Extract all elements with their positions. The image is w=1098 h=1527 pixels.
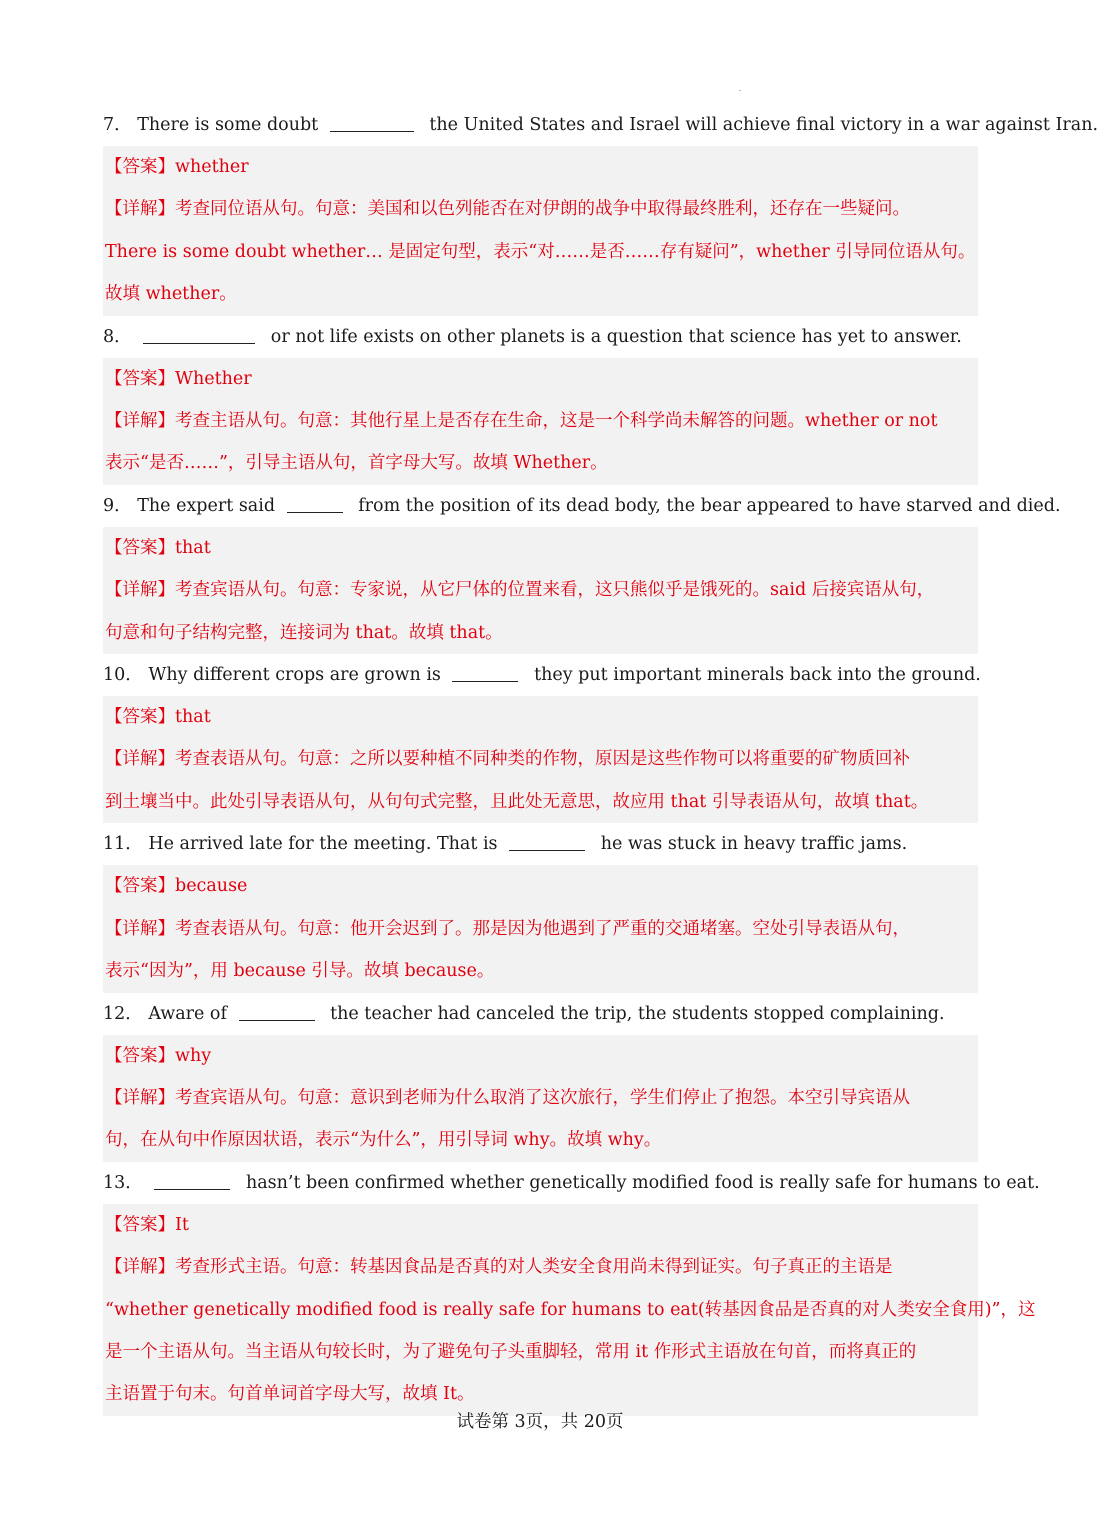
- detail-line: [105, 1077, 976, 1119]
- answer-line: [105, 696, 976, 738]
- question-item: [103, 654, 981, 823]
- question-stem: [103, 316, 978, 358]
- answer-blank: [143, 321, 255, 344]
- answer-blank: [330, 109, 414, 132]
- answer-text: why: [175, 1045, 212, 1066]
- detail-line: 主语置于句末。句首单词首字母大写，故填 It。: [105, 1384, 475, 1405]
- page-footer: 试卷第 3页，共 20页: [456, 1412, 624, 1432]
- question-text-before: There is some doubt: [137, 115, 319, 135]
- detail-line: 是一个主语从句。当主语从句较长时，为了避免句子头重脚轻，常用 it 作形式主语放在句首，而将真正的: [105, 1341, 917, 1362]
- answer-text: It: [175, 1214, 189, 1235]
- page-mark: [739, 90, 741, 91]
- detail-text: 考查宾语从句。句意：意识到老师为什么取消了这次旅行，学生们停止了抱怨。本空引导宾语从: [175, 1087, 910, 1108]
- question-number: 12．: [103, 1003, 143, 1024]
- detail-line: 故填 whether。: [105, 284, 237, 305]
- question-text-after: the United States and Israel will achieve final victory in a war against Iran.: [429, 115, 1098, 135]
- question-text-before: Why different crops are grown is: [148, 665, 441, 686]
- question-number: 13．: [103, 1172, 143, 1193]
- detail-tag: 【详解】: [105, 1257, 175, 1278]
- question-item: [103, 316, 978, 485]
- detail-text: 考查主语从句。句意：其他行星上是否存在生命，这是一个科学尚未解答的问题。whether or not: [175, 411, 938, 432]
- detail-line: “whether genetically modified food is really safe for humans to eat(转基因食品是否真的对人类安全食用)”，这: [105, 1299, 1036, 1320]
- question-stem: [103, 993, 978, 1035]
- detail-line: 句，在从句中作原因状语，表示“为什么”，用引导词 why。故填 why。: [105, 1130, 662, 1151]
- answer-tag: 【答案】: [105, 368, 175, 389]
- answer-text: that: [175, 537, 211, 558]
- answer-tag: 【答案】: [105, 1045, 175, 1066]
- question-number: 9．: [103, 495, 132, 516]
- answer-line: [105, 146, 976, 188]
- question-text-before: The expert said: [137, 495, 276, 516]
- answer-line: [105, 865, 976, 907]
- detail-line: There is some doubt whether… 是固定句型，表示“对……是否……存有疑问”，whether 引导同位语从句。: [105, 241, 976, 262]
- answer-blank: [509, 828, 585, 851]
- question-item: [103, 104, 1098, 316]
- answer-tag: 【答案】: [105, 876, 175, 897]
- detail-tag: 【详解】: [105, 749, 175, 770]
- answer-blank: [287, 490, 343, 513]
- question-text-before: Aware of: [148, 1003, 227, 1024]
- question-text-after: the teacher had canceled the trip, the students stopped complaining.: [330, 1003, 945, 1024]
- answer-text: because: [175, 876, 248, 897]
- question-number: 8．: [103, 326, 132, 347]
- answer-line: [105, 358, 976, 400]
- question-item: [103, 823, 978, 992]
- question-list: [103, 104, 1098, 1416]
- detail-line: [105, 1246, 976, 1288]
- detail-text: 考查表语从句。句意：他开会迟到了。那是因为他遇到了严重的交通堵塞。空处引导表语从句，: [175, 918, 910, 939]
- question-item: [103, 1162, 1040, 1416]
- question-item: [103, 993, 978, 1162]
- question-text-after: hasn’t been confirmed whether genetically modified food is really safe for humans to eat.: [245, 1172, 1040, 1193]
- question-stem: [103, 654, 981, 696]
- answer-box: [103, 1204, 1036, 1416]
- answer-box: [103, 527, 978, 654]
- detail-text: 考查同位语从句。句意：美国和以色列能否在对伊朗的战争中取得最终胜利，还存在一些疑问。: [175, 199, 910, 220]
- answer-blank: [452, 659, 518, 682]
- detail-line: [105, 738, 976, 780]
- question-number: 11．: [103, 834, 143, 855]
- detail-line: [105, 908, 976, 950]
- detail-line: 表示“因为”，用 because 引导。故填 because。: [105, 961, 495, 982]
- answer-tag: 【答案】: [105, 1214, 175, 1235]
- detail-tag: 【详解】: [105, 918, 175, 939]
- detail-text: 考查宾语从句。句意：专家说，从它尸体的位置来看，这只熊似乎是饿死的。said 后接宾语从句，: [175, 580, 935, 601]
- detail-text: 考查形式主语。句意：转基因食品是否真的对人类安全食用尚未得到证实。句子真正的主语是: [175, 1257, 893, 1278]
- answer-tag: 【答案】: [105, 707, 175, 728]
- question-stem: [103, 104, 1098, 146]
- answer-box: [103, 146, 978, 316]
- detail-line: [105, 569, 976, 611]
- answer-box: [103, 865, 978, 992]
- question-stem: [103, 823, 978, 865]
- answer-line: [105, 1035, 976, 1077]
- question-number: 10．: [103, 665, 143, 686]
- question-number: 7．: [103, 115, 132, 135]
- question-stem: [103, 485, 1061, 527]
- detail-tag: 【详解】: [105, 199, 175, 220]
- question-text-after: or not life exists on other planets is a question that science has yet to answer.: [270, 326, 962, 347]
- answer-tag: 【答案】: [105, 537, 175, 558]
- answer-box: [103, 696, 978, 823]
- question-item: [103, 485, 1061, 654]
- detail-line: [105, 188, 976, 230]
- answer-line: [105, 527, 976, 569]
- question-text-before: He arrived late for the meeting. That is: [148, 834, 498, 855]
- answer-box: [103, 358, 978, 485]
- answer-line: [105, 1204, 976, 1246]
- answer-blank: [239, 998, 315, 1021]
- detail-tag: 【详解】: [105, 411, 175, 432]
- answer-tag: 【答案】: [105, 157, 175, 177]
- answer-text: Whether: [175, 368, 252, 389]
- answer-text: whether: [175, 157, 249, 177]
- detail-line: 表示“是否……”，引导主语从句，首字母大写。故填 Whether。: [105, 453, 608, 474]
- answer-blank: [154, 1167, 230, 1190]
- question-text-after: from the position of its dead body, the bear appeared to have starved and died.: [358, 495, 1061, 516]
- detail-line: [105, 400, 976, 442]
- answer-text: that: [175, 707, 211, 728]
- detail-line: 到土壤当中。此处引导表语从句，从句句式完整，且此处无意思，故应用 that 引导表语从句，故填 that。: [105, 791, 929, 812]
- question-text-after: he was stuck in heavy traffic jams.: [600, 834, 908, 855]
- detail-tag: 【详解】: [105, 1087, 175, 1108]
- question-stem: [103, 1162, 1040, 1204]
- detail-line: 句意和句子结构完整，连接词为 that。故填 that。: [105, 622, 503, 643]
- question-text-after: they put important minerals back into the ground.: [534, 665, 981, 686]
- answer-box: [103, 1035, 978, 1162]
- detail-text: 考查表语从句。句意：之所以要种植不同种类的作物，原因是这些作物可以将重要的矿物质回补: [175, 749, 910, 770]
- detail-tag: 【详解】: [105, 580, 175, 601]
